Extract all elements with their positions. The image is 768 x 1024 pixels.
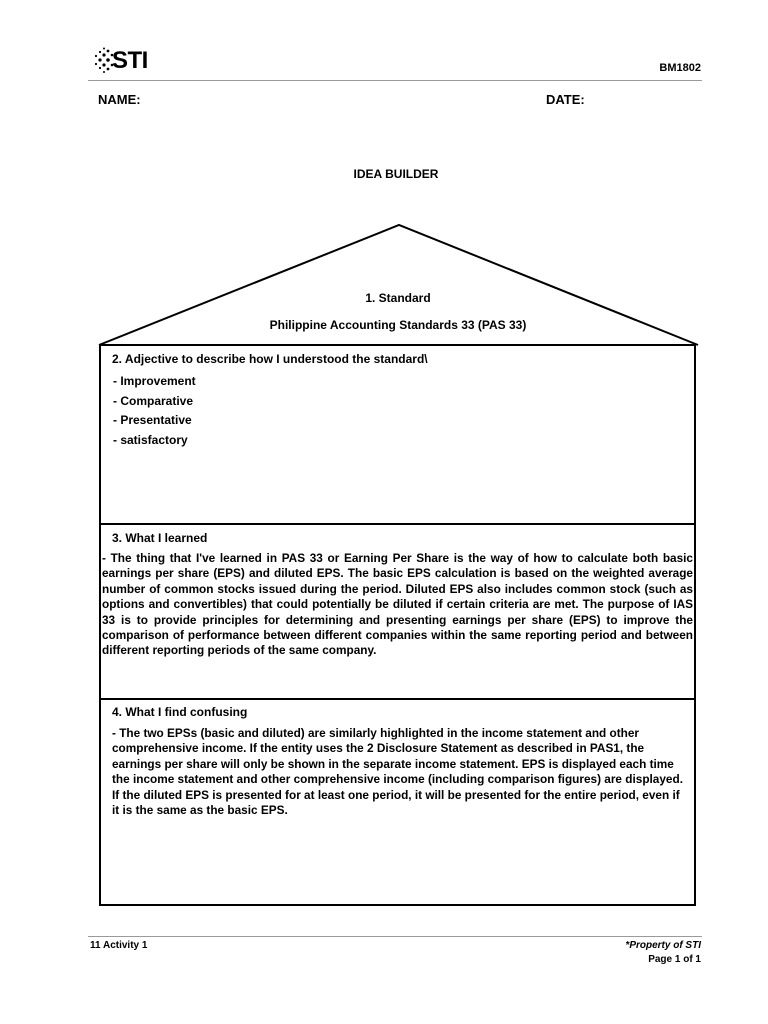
confusing-text: - The two EPSs (basic and diluted) are similarly highlighted in the income statement and other comprehensive income. If the entity uses the 2 Disclosure Statement as described in PAS1, the earnings per share will only be shown in the separate income statement. EPS is displayed each time the income statement and other comprehensive income (including comparison figures) are displayed. If the diluted EPS is presented for at least one period, it will be presented for the entire period, even if it is the same as the basic EPS. — [112, 726, 683, 818]
page-title: IDEA BUILDER — [353, 167, 439, 181]
standard-name: Philippine Accounting Standards 33 (PAS 33) — [269, 318, 527, 332]
list-item: - Improvement — [113, 374, 196, 388]
adjective-heading: 2. Adjective to describe how I understood the standard\ — [112, 352, 428, 366]
learned-section — [99, 523, 696, 700]
list-item: - Presentative — [113, 413, 192, 427]
learned-heading: 3. What I learned — [112, 531, 208, 545]
document-code: BM1802 — [659, 62, 701, 74]
learned-text: - The thing that I've learned in PAS 33 or Earning Per Share is the way of how to calculate both basic earnings per share (EPS) and diluted EPS. The basic EPS calculation is based on the weighted average number of common stocks issued during the period. Diluted EPS also includes common stock (such as options and convertibles) that could potentially be diluted if certain criteria are met. The purpose of IAS 33 is to provide principles for determining and presenting earnings per share (EPS) to improve the comparison of performance between different companies within the same reporting period and between different reporting periods of the same company. — [102, 551, 693, 658]
list-item: - satisfactory — [113, 432, 188, 447]
footer-divider — [88, 936, 702, 937]
date-label: DATE: — [546, 92, 585, 107]
logo-text: STI — [112, 47, 148, 74]
adjective-section — [99, 344, 696, 525]
footer-activity: 11 Activity 1 — [90, 940, 148, 951]
list-item: - Comparative — [113, 393, 194, 408]
confusing-section — [99, 698, 696, 906]
header-divider — [88, 80, 702, 81]
adjective-list — [113, 372, 196, 450]
footer-property: *Property of STI — [625, 940, 701, 951]
name-label: NAME: — [98, 92, 141, 107]
confusing-heading: 4. What I find confusing — [112, 705, 248, 719]
standard-heading: 1. Standard — [365, 291, 431, 305]
footer-page-number: Page 1 of 1 — [648, 954, 701, 965]
